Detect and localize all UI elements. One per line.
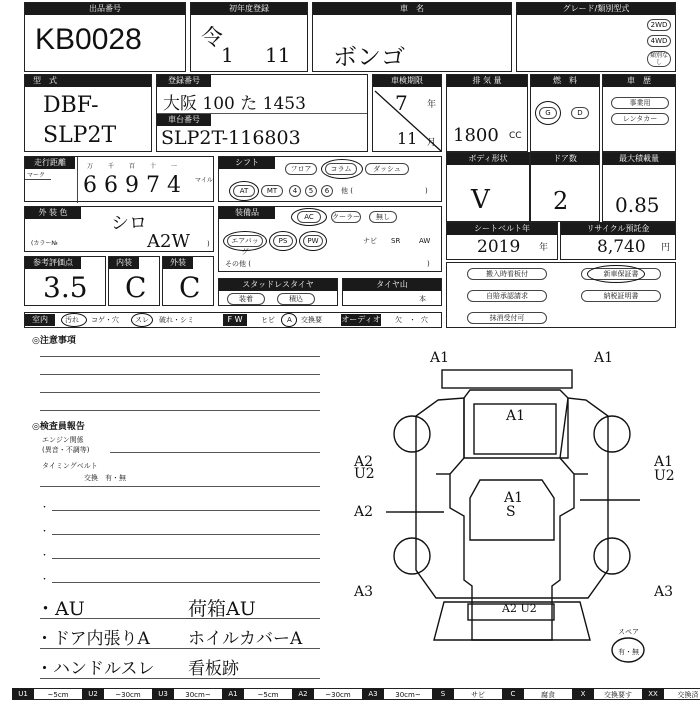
registration-box xyxy=(156,74,368,152)
shift-dash: ダッシュ xyxy=(365,163,409,175)
legend-desc: ~5cm xyxy=(34,688,82,700)
model-type-label: 型 式 xyxy=(25,75,151,87)
inspection-year: 7 xyxy=(395,91,408,115)
shift-floor: フロア xyxy=(285,163,317,175)
doc-insurance: 自賠承認請求 xyxy=(467,290,547,302)
timing-label: タイミングベルト xyxy=(42,462,98,470)
spare-value: 有・無 xyxy=(618,648,639,656)
defect-dirt-circle xyxy=(61,313,87,327)
mileage-label: 走行距離 xyxy=(25,157,75,169)
studless-box xyxy=(218,278,338,306)
mileage-digit: 9 xyxy=(125,173,139,198)
defect-interior-label: 室内 xyxy=(25,314,55,326)
usage-rental: レンタカー xyxy=(611,113,669,125)
body-type-label: ボディ形状 xyxy=(447,153,529,165)
note-2-left: ・ドア内張りA xyxy=(36,629,150,649)
defect-audio-hole: 穴 xyxy=(421,316,428,324)
defect-fw-crack: ヒビ xyxy=(261,316,275,324)
inspection-year-unit: 年 xyxy=(427,100,437,110)
fuel-box xyxy=(530,74,600,152)
bullet-3: ・ xyxy=(40,551,50,561)
note-1-left: ・AU xyxy=(36,598,85,620)
legend-code: S xyxy=(432,688,454,700)
seatbelt-unit: 年 xyxy=(539,243,549,253)
equipment-label: 装備品 xyxy=(219,207,275,219)
mileage-digit: 7 xyxy=(146,173,160,198)
legend-desc: ~30cm xyxy=(314,688,362,700)
note-2-right: ホイルカバーA xyxy=(188,629,303,649)
shift-other-close: ) xyxy=(425,187,428,195)
score-label: 参考評価点 xyxy=(25,257,81,269)
mark-a2-side: A2 xyxy=(354,504,374,520)
drive-4wd: 4WD xyxy=(647,35,671,47)
legend-desc: 腐食 xyxy=(524,688,572,700)
load-box xyxy=(602,152,676,222)
shift-5: 5 xyxy=(305,185,317,197)
fuel-diesel: D xyxy=(571,107,589,119)
equip-pw: PW xyxy=(303,235,323,247)
mileage-digit: 4 xyxy=(167,173,181,198)
diagram-rear-rail xyxy=(442,370,572,388)
shift-other: 他 ( xyxy=(341,187,353,195)
legend-desc: 30cm~ xyxy=(384,688,432,700)
doc-warranty: 新車保証書 xyxy=(581,268,661,280)
chassis-no: SLP2T-116803 xyxy=(161,127,301,149)
defect-strip xyxy=(24,312,442,328)
first-registration-box xyxy=(190,2,308,72)
first-registration-year: 1 xyxy=(221,43,234,67)
color-number-value: A2W xyxy=(147,231,190,252)
mileage-unit: マイル xyxy=(195,177,213,184)
mileage-digit: 6 xyxy=(104,173,118,198)
legend-code: C xyxy=(502,688,524,700)
interior-grade-label: 内装 xyxy=(109,257,139,269)
equip-ps: PS xyxy=(273,235,293,247)
shift-4: 4 xyxy=(289,185,301,197)
legend-code: XX xyxy=(642,688,664,700)
equip-sr: SR xyxy=(391,237,401,245)
registration-no: 大阪 100 た 1453 xyxy=(163,94,306,114)
lot-number-box xyxy=(24,2,186,72)
defect-audio-label: オーディオ xyxy=(341,315,381,324)
spare-label: スペア xyxy=(618,628,639,636)
mark-front: A2 U2 xyxy=(502,602,537,615)
notes-title: ◎注意事項 xyxy=(32,336,76,346)
displacement-unit: CC xyxy=(509,131,522,141)
equip-cooler: クーラー xyxy=(332,213,360,221)
defect-audio-missing: 欠 xyxy=(395,316,402,324)
grade-box xyxy=(516,2,676,72)
usage-box xyxy=(602,74,676,152)
displacement-box xyxy=(446,74,528,152)
legend-code: U2 xyxy=(82,688,104,700)
defect-fw-a-circle xyxy=(281,313,297,327)
equip-ps-circle xyxy=(269,231,297,251)
equip-ac: AC xyxy=(297,211,321,223)
documents-box xyxy=(446,262,676,328)
shift-mt: MT xyxy=(261,185,283,197)
bullet-1: ・ xyxy=(40,503,50,513)
mileage-digit: 6 xyxy=(83,173,97,198)
equip-none: 無し xyxy=(369,211,397,223)
fuel-gasoline-circle xyxy=(535,101,561,125)
studless-label: スタッドレスタイヤ xyxy=(219,279,337,291)
bullet-2: ・ xyxy=(40,527,50,537)
inspection-month-unit: 月 xyxy=(427,138,437,148)
fuel-gasoline: G xyxy=(539,107,557,119)
model-name-label: 車 名 xyxy=(313,3,511,15)
mileage-mark-label: マーク xyxy=(27,172,46,179)
tire-label: タイヤ山 xyxy=(343,279,441,291)
defect-interior-dirt: 汚れ xyxy=(65,316,79,324)
interior-grade-box xyxy=(108,256,160,306)
drive-2wd: 2WD xyxy=(647,19,671,31)
load-value: 0.85 xyxy=(615,193,660,217)
defect-scuff-circle xyxy=(131,313,153,327)
shift-6: 6 xyxy=(321,185,333,197)
diagram-cargo-box xyxy=(464,390,568,458)
doors-value: 2 xyxy=(553,187,569,215)
mark-a1-cab: A1 xyxy=(504,490,524,506)
score-value: 3.5 xyxy=(43,271,88,304)
mileage-unit-label: 十 xyxy=(150,163,157,170)
studless-loaded: 積込 xyxy=(277,293,315,305)
defect-fw-replace: 交換要 xyxy=(301,316,322,324)
mark-a2-left: A2 xyxy=(354,454,374,470)
equip-airbag: エアバッグ xyxy=(227,235,263,247)
mark-a3-left: A3 xyxy=(354,584,374,600)
legend-desc: 交換要す xyxy=(594,688,642,700)
legend-code: X xyxy=(572,688,594,700)
lot-number: KB0028 xyxy=(35,23,142,56)
shift-at-circle xyxy=(229,181,259,201)
mark-a1-cargo: A1 xyxy=(506,408,526,424)
doc-tax: 納税証明書 xyxy=(581,290,661,302)
chassis-no-label: 車台番号 xyxy=(157,114,211,126)
color-label: 外 装 色 xyxy=(25,207,81,219)
equip-other-close: ) xyxy=(427,260,430,268)
mileage-box xyxy=(24,156,214,202)
doors-label: ドア数 xyxy=(531,153,599,165)
damage-legend xyxy=(0,688,700,700)
diagram-wheel-fl xyxy=(394,538,430,574)
defect-fw-label: F W xyxy=(223,314,247,326)
interior-grade-value: C xyxy=(125,271,147,304)
bullet-4: ・ xyxy=(40,575,50,585)
mileage-unit-label: 千 xyxy=(108,163,115,170)
inspection-box xyxy=(372,74,442,152)
exterior-grade-label: 外装 xyxy=(163,257,193,269)
inspection-month: 11 xyxy=(397,129,418,148)
engine-label: エンジン関係 xyxy=(42,436,84,444)
equip-airbag-circle xyxy=(223,231,267,251)
equip-aw: AW xyxy=(419,237,431,245)
seatbelt-box xyxy=(446,222,558,260)
equip-pw-circle xyxy=(299,231,327,251)
note-1-right: 荷箱AU xyxy=(188,598,256,620)
doors-box xyxy=(530,152,600,222)
mileage-digits xyxy=(81,161,189,201)
studless-mounted: 装着 xyxy=(227,293,265,305)
score-box xyxy=(24,256,106,306)
first-registration-era: 令 xyxy=(201,26,224,51)
model-type-prefix: DBF- xyxy=(43,93,99,118)
diagram-wheel-rr xyxy=(594,416,630,452)
seatbelt-label: シートベルト年 xyxy=(447,223,557,235)
legend-code: A3 xyxy=(362,688,384,700)
color-box xyxy=(24,206,214,252)
defect-audio-dot: ・ xyxy=(409,316,416,324)
recycle-unit: 円 xyxy=(661,243,671,253)
tire-unit: 本 xyxy=(419,295,426,303)
mark-u2-right: U2 xyxy=(654,468,675,484)
mark-s-cab: S xyxy=(506,504,516,520)
shift-at: AT xyxy=(233,185,255,197)
lot-number-label: 出品番号 xyxy=(25,3,185,15)
first-registration-label: 初年度登録 xyxy=(191,3,307,15)
mark-a1-rear-left: A1 xyxy=(430,350,450,366)
usage-label: 車 歴 xyxy=(603,75,675,87)
equip-ac-circle xyxy=(291,208,327,226)
diagram-wheel-fr xyxy=(594,538,630,574)
color-number-close: ) xyxy=(207,240,210,248)
equip-navi: ナビ xyxy=(363,237,377,245)
engine-sub: (異音・不調等) xyxy=(42,446,90,454)
seatbelt-value: 2019 xyxy=(477,237,521,257)
shift-label: シフト xyxy=(219,157,275,169)
load-label: 最大積載量 xyxy=(603,153,675,165)
mark-u2-left: U2 xyxy=(354,466,375,482)
tire-box xyxy=(342,278,442,306)
defect-interior-scuff: スレ xyxy=(135,316,149,324)
usage-business: 事業用 xyxy=(611,97,669,109)
note-3-right: 看板跡 xyxy=(188,659,239,679)
exterior-grade-box xyxy=(162,256,214,306)
legend-desc: 30cm~ xyxy=(174,688,222,700)
shift-column-circle xyxy=(321,159,363,179)
mileage-unit-label: 万 xyxy=(87,163,94,170)
model-type-box xyxy=(24,74,152,152)
model-name-box xyxy=(312,2,512,72)
legend-code: U3 xyxy=(152,688,174,700)
mark-a1-right: A1 xyxy=(654,454,674,470)
displacement-label: 排 気 量 xyxy=(447,75,527,87)
equip-other: その他 ( xyxy=(225,260,251,268)
registration-no-label: 登録番号 xyxy=(157,75,211,87)
displacement-value: 1800 xyxy=(453,125,499,146)
diagram-wheel-rl xyxy=(394,416,430,452)
vehicle-diagram xyxy=(340,340,680,688)
model-name: ボンゴ xyxy=(333,43,405,71)
recycle-box xyxy=(560,222,676,260)
legend-desc: サビ xyxy=(454,688,502,700)
legend-desc: ~5cm xyxy=(244,688,292,700)
note-3-left: ・ハンドルスレ xyxy=(36,659,155,679)
inspector-title: ◎検査員報告 xyxy=(32,422,85,432)
mark-a1-rear-right: A1 xyxy=(594,350,614,366)
mark-a3-right: A3 xyxy=(654,584,674,600)
color-value: シロ xyxy=(111,213,147,234)
defect-interior-tear: 破れ・シミ xyxy=(159,316,194,324)
defect-fw-a: A xyxy=(287,316,292,324)
recycle-label: リサイクル預託金 xyxy=(561,223,675,235)
doc-warranty-circle xyxy=(587,265,645,283)
body-type-value: V xyxy=(471,185,490,215)
legend-code: A2 xyxy=(292,688,314,700)
inspection-label: 車検期限 xyxy=(373,75,441,87)
grade-label: グレード/類別型式 xyxy=(517,3,675,15)
legend-desc: 交換済 xyxy=(664,688,700,700)
doc-deregistration: 抹消受付可 xyxy=(467,312,547,324)
defect-interior-burn: コゲ・穴 xyxy=(91,316,119,324)
doc-signboard: 搬入時看板付 xyxy=(467,268,547,280)
mileage-unit-label: 百 xyxy=(129,163,136,170)
first-registration-month: 11 xyxy=(265,43,291,67)
timing-change: 交換 有・無 xyxy=(84,474,126,482)
color-number-label: (カラー№ xyxy=(31,240,58,247)
model-type-code: SLP2T xyxy=(43,123,117,148)
legend-desc: ~30cm xyxy=(104,688,152,700)
mileage-unit-label: 一 xyxy=(171,163,178,170)
exterior-grade-value: C xyxy=(179,271,201,304)
drive-none: 類別なし xyxy=(647,51,671,67)
equipment-box xyxy=(218,206,442,272)
legend-code: U1 xyxy=(12,688,34,700)
recycle-value: 8,740 xyxy=(597,237,646,257)
shift-column: コラム xyxy=(325,163,357,175)
shift-box xyxy=(218,156,442,202)
fuel-label: 燃 料 xyxy=(531,75,599,87)
body-type-box xyxy=(446,152,530,222)
legend-code: A1 xyxy=(222,688,244,700)
